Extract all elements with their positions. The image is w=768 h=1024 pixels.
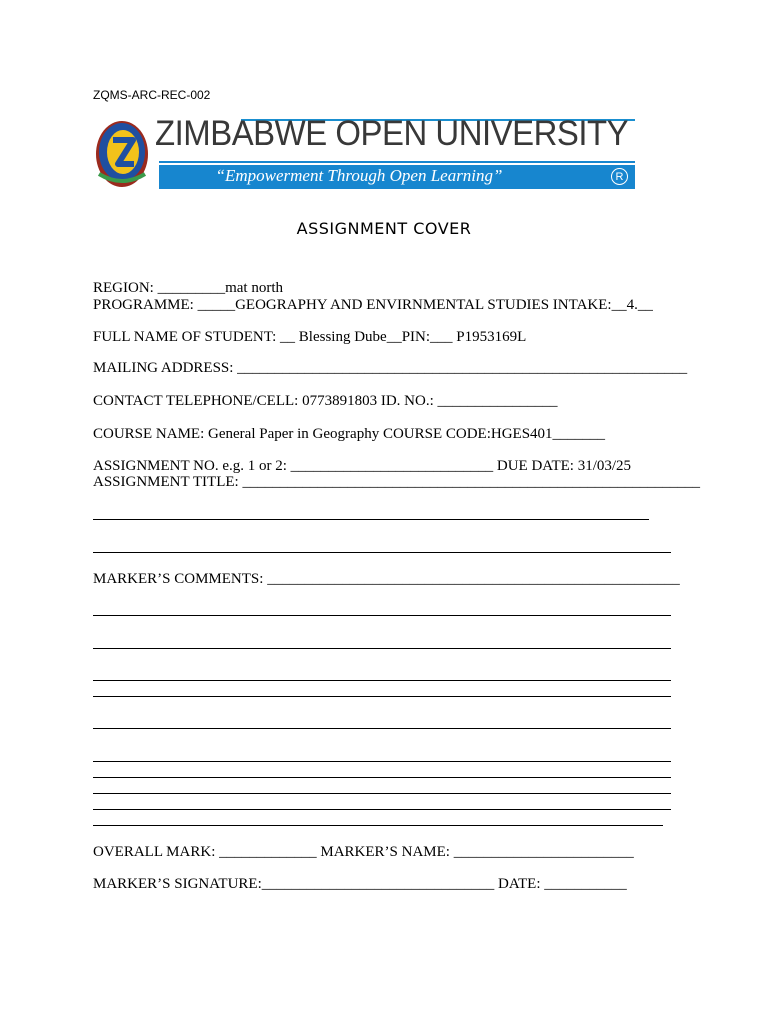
marker-signature-field: MARKER’S SIGNATURE:_______________________________ DATE: ___________ — [93, 876, 627, 892]
assignment-no-field: ASSIGNMENT NO. e.g. 1 or 2: ___________________________ DUE DATE: 31/03/25 — [93, 458, 632, 474]
comment-blank-line — [93, 680, 671, 681]
comment-blank-line — [93, 696, 671, 697]
zou-emblem-icon — [93, 118, 151, 190]
page-title: ASSIGNMENT COVER — [296, 219, 472, 238]
comment-blank-line — [93, 777, 671, 778]
overall-mark-field: OVERALL MARK: _____________ MARKER’S NAME: ________________________ — [93, 844, 634, 860]
programme-field: PROGRAMME: _____GEOGRAPHY AND ENVIRNMENTAL STUDIES INTAKE:__4.__ — [93, 297, 653, 313]
course-field: COURSE NAME: General Paper in Geography COURSE CODE:HGES401_______ — [93, 426, 606, 442]
region-field: REGION: _________mat north — [93, 280, 283, 296]
motto-banner — [159, 165, 635, 189]
title-blank-line — [93, 552, 671, 553]
mailing-address-field: MAILING ADDRESS: ____________________________________________________________ — [93, 360, 688, 376]
document-code: ZQMS-ARC-REC-002 — [93, 88, 211, 102]
contact-field: CONTACT TELEPHONE/CELL: 0773891803 ID. NO.: ________________ — [93, 393, 558, 409]
comment-blank-line — [93, 648, 671, 649]
university-motto: “Empowerment Through Open Learning” — [215, 166, 503, 185]
comment-blank-line — [93, 761, 671, 762]
assignment-title-field: ASSIGNMENT TITLE: _____________________________________________________________ — [93, 474, 700, 490]
markers-comments-field: MARKER’S COMMENTS: _______________________________________________________ — [93, 571, 680, 587]
student-name-field: FULL NAME OF STUDENT: __ Blessing Dube__PIN:___ P1953169L — [93, 329, 527, 345]
registered-mark: R — [611, 168, 628, 185]
comment-blank-line — [93, 825, 663, 826]
comment-blank-line — [93, 615, 671, 616]
comment-blank-line — [93, 809, 671, 810]
title-blank-line — [93, 519, 649, 520]
university-name: ZIMBABWE OPEN UNIVERSITY — [155, 114, 629, 153]
comment-blank-line — [93, 728, 671, 729]
university-logo — [93, 114, 637, 190]
comment-blank-line — [93, 793, 671, 794]
